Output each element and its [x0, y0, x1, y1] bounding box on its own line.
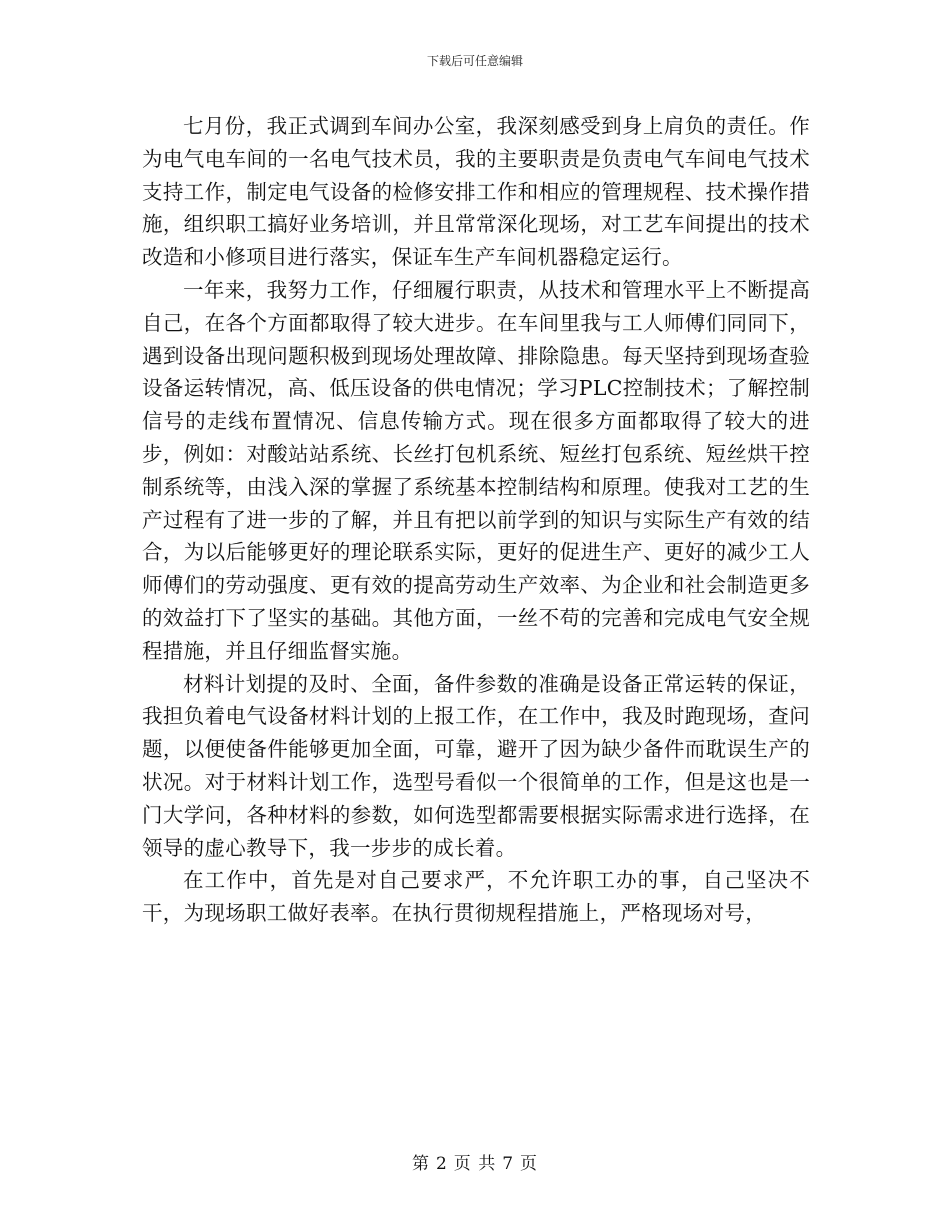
paragraph-1: 七月份，我正式调到车间办公室，我深刻感受到身上肩负的责任。作为电气电车间的一名电气技术员，我的主要职责是负责电气车间电气技术支持工作，制定电气设备的检修安排工作和相应的管理规程、技术操作措施，组织职工搞好业务培训，并且常常深化现场，对工艺车间提出的技术改造和小修项目进行落实，保证车生产车间机器稳定运行。 [142, 114, 810, 270]
paragraph-3: 材料计划提的及时、全面，备件参数的准确是设备正常运转的保证，我担负着电气设备材料计划的上报工作，在工作中，我及时跑现场，查问题，以便使备件能够更加全面，可靠，避开了因为缺少备件而耽误生产的状况。对于材料计划工作，选型号看似一个很简单的工作，但是这也是一门大学问，各种材料的参数，如何选型都需要根据实际需求进行选择，在领导的虚心教导下，我一步步的成长着。 [142, 671, 810, 860]
footer-middle: 页 共 [453, 1154, 497, 1174]
paragraph-2: 一年来，我努力工作，仔细履行职责，从技术和管理水平上不断提高自己，在各个方面都取得了较大进步。在车间里我与工人师傅们同同下，遇到设备出现问题积极到现场处理故障、排除隐患。每天坚持到现场查验设备运转情况，高、低压设备的供电情况；学习PLC控制技术；了解控制信号的走线布置情况、信息传输方式。现在很多方面都取得了较大的进步，例如：对酸站站系统、长丝打包机系统、短丝打包系统、短丝烘干控制系统等，由浅入深的掌握了系统基本控制结构和原理。使我对工艺的生产过程有了进一步的了解，并且有把以前学到的知识与实际生产有效的结合，为以后能够更好的理论联系实际，更好的促进生产、更好的减少工人师傅们的劳动强度、更有效的提高劳动生产效率、为企业和社会制造更多的效益打下了坚实的基础。其他方面，一丝不苟的完善和完成电气安全规程措施，并且仔细监督实施。 [142, 277, 810, 663]
document-body [142, 110, 810, 930]
page-header: 下载后可任意编辑 [426, 54, 523, 68]
current-page-number: 2 [435, 1154, 448, 1174]
paragraph-4: 在工作中，首先是对自己要求严，不允许职工办的事，自己坚决不干，为现场职工做好表率。在执行贯彻规程措施上，严格现场对号， [142, 868, 810, 926]
footer-prefix: 第 [411, 1154, 430, 1174]
page-footer [0, 1153, 950, 1175]
footer-suffix: 页 [520, 1154, 539, 1174]
total-page-count: 7 [502, 1154, 515, 1174]
